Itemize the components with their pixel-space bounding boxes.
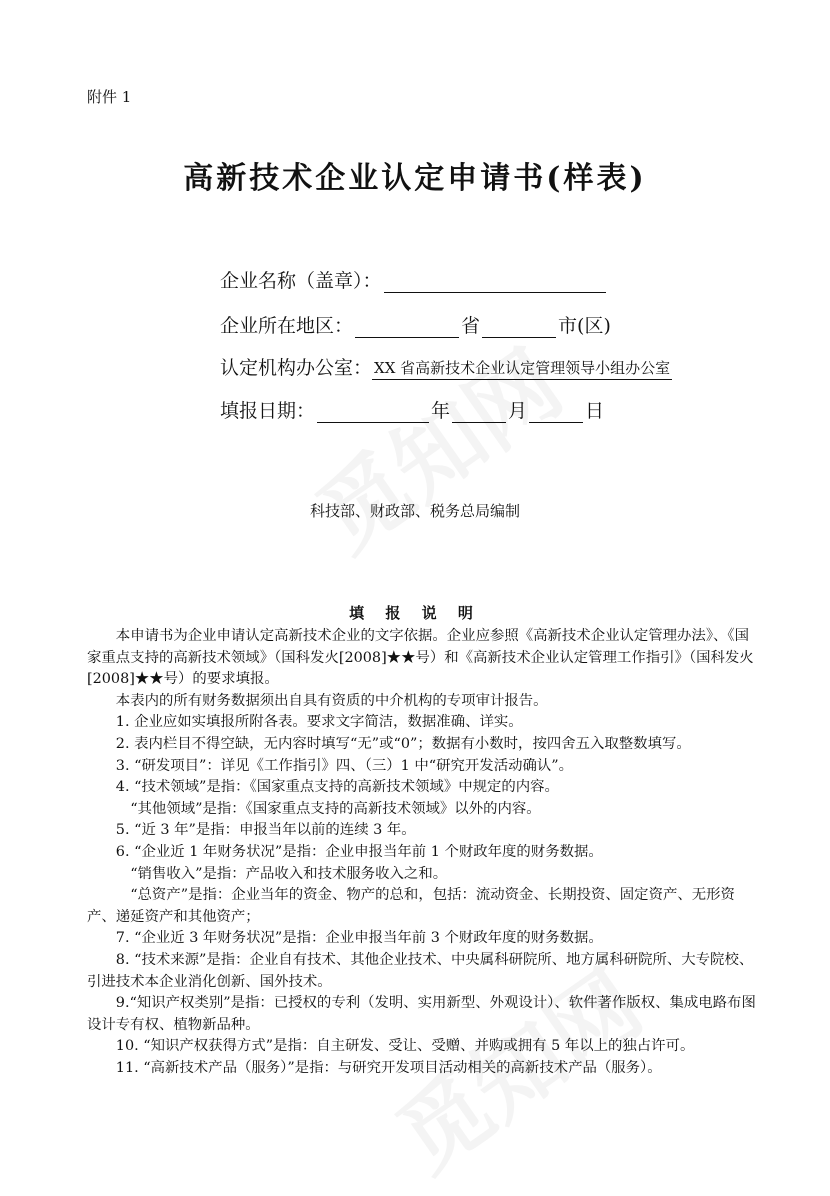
office-value: XX 省高新技术企业认定管理领导小组办公室 — [372, 357, 672, 380]
office-row — [220, 353, 672, 380]
notes-paragraph: 本申请书为企业申请认定高新技术企业的文字依据。企业应参照《高新技术企业认定管理办法》、《国家重点支持的高新技术领域》（国科发火[2008]★★号）和《高新技术企业认定管理工作指引》（国科发火[2008]★★号）的要求填报。 — [87, 628, 754, 688]
region-label: 企业所在地区： — [220, 315, 354, 337]
date-label: 填报日期： — [220, 400, 316, 422]
compiled-by: 科技部、财政部、税务总局编制 — [309, 502, 520, 520]
notes-paragraph: 7. “企业近 3 年财务状况”是指：企业申报当年前 3 个财政年度的财务数据。 — [115, 930, 603, 947]
day-label: 日 — [585, 400, 605, 422]
date-row — [220, 396, 604, 423]
day-blank[interactable] — [529, 400, 583, 423]
office-label: 认定机构办公室： — [220, 357, 373, 379]
page-title: 高新技术企业认定申请书(样表) — [183, 161, 647, 196]
notes-body — [87, 626, 757, 1079]
province-blank[interactable] — [355, 315, 459, 338]
notes-paragraph: 5. “近 3 年”是指：申报当年以前的连续 3 年。 — [115, 822, 416, 839]
notes-paragraph: 4. “技术领域”是指：《国家重点支持的高新技术领域》中规定的内容。 — [115, 779, 559, 796]
notes-paragraph: 11. “高新技术产品（服务）”是指：与研究开发项目活动相关的高新技术产品（服务）。 — [115, 1059, 662, 1076]
company-name-label: 企业名称（盖章）： — [220, 270, 382, 292]
province-label: 省 — [461, 315, 481, 337]
notes-paragraph: 本表内的所有财务数据须出自具有资质的中介机构的专项审计报告。 — [115, 692, 548, 709]
month-blank[interactable] — [452, 400, 506, 423]
city-label: 市(区) — [558, 315, 611, 337]
notes-paragraph: 1. 企业应如实填报所附各表。要求文字简洁，数据准确、详实。 — [115, 714, 523, 731]
region-row — [220, 311, 611, 338]
notes-paragraph: 6. “企业近 1 年财务状况”是指：企业申报当年前 1 个财政年度的财务数据。 — [115, 843, 603, 860]
attachment-label: 附件 1 — [87, 88, 132, 106]
notes-paragraph: 8. “技术来源”是指：企业自有技术、其他企业技术、中央属科研院所、地方属科研院所、大专院校、引进技术本企业消化创新、国外技术。 — [87, 951, 754, 990]
notes-paragraph: “销售收入”是指：产品收入和技术服务收入之和。 — [130, 865, 448, 882]
city-blank[interactable] — [482, 315, 556, 338]
notes-paragraph: 10. “知识产权获得方式”是指：自主研发、受让、受赠、并购或拥有 5 年以上的独占许可。 — [115, 1038, 695, 1055]
notes-paragraph: “其他领域”是指：《国家重点支持的高新技术领域》以外的内容。 — [130, 800, 541, 817]
notes-paragraph: 2. 表内栏目不得空缺，无内容时填写“无”或“0”；数据有小数时，按四舍五入取整数填写。 — [115, 735, 691, 752]
company-name-row — [220, 266, 608, 293]
company-name-blank[interactable] — [384, 270, 606, 293]
notes-paragraph: 9.“知识产权类别”是指：已授权的专利（发明、实用新型、外观设计）、软件著作版权、集成电路布图设计专有权、植物新品种。 — [87, 995, 756, 1033]
year-blank[interactable] — [317, 400, 429, 423]
month-label: 月 — [508, 400, 528, 422]
notes-paragraph: “总资产”是指：企业当年的资金、物产的总和，包括：流动资金、长期投资、固定资产、无形资产、递延资产和其他资产； — [87, 887, 735, 925]
notes-title: 填 报 说 明 — [349, 604, 481, 622]
notes-paragraph: 3. “研发项目”：详见《工作指引》四、（三）1 中“研究开发活动确认”。 — [115, 757, 573, 774]
year-label: 年 — [431, 400, 451, 422]
